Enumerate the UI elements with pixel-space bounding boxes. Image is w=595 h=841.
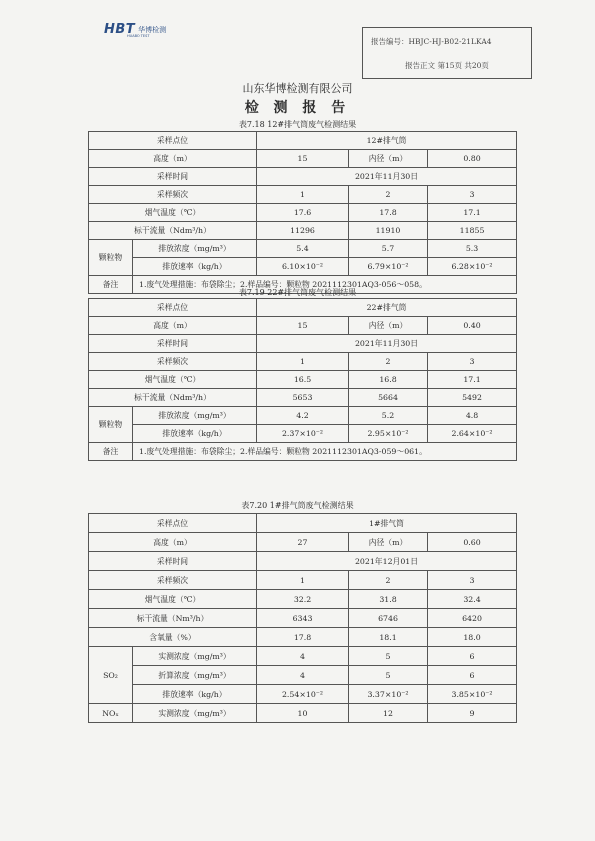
- table-cell: 5664: [349, 389, 428, 407]
- diameter-value: 0.40: [428, 317, 517, 335]
- table-row: [89, 514, 517, 533]
- table-cell: 6420: [428, 609, 517, 628]
- freq-label: 采样频次: [89, 186, 257, 204]
- table-cell: 17.8: [257, 628, 349, 647]
- so2-label: SO₂: [89, 647, 133, 704]
- company-name: 山东华博检测有限公司: [242, 82, 353, 95]
- table-cell: 6343: [257, 609, 349, 628]
- table-cell: 32.2: [257, 590, 349, 609]
- table-cell: 5.4: [257, 240, 349, 258]
- table-cell: 32.4: [428, 590, 517, 609]
- table-row: [89, 389, 517, 407]
- table-cell: 5653: [257, 389, 349, 407]
- page-info: 报告正文 第15页 共20页: [405, 61, 489, 70]
- table-cell: 4.2: [257, 407, 349, 425]
- table-row: [89, 317, 517, 335]
- table-cell: 2.64×10⁻²: [428, 425, 517, 443]
- table-row: [89, 704, 517, 723]
- flow-label: 标干流量（Ndm³/h）: [89, 222, 257, 240]
- table-row: [89, 299, 517, 317]
- nox-measured-label: 实测浓度（mg/m³）: [133, 704, 257, 723]
- table-row: [89, 533, 517, 552]
- table-cell: 18.1: [349, 628, 428, 647]
- time-value: 2021年11月30日: [257, 335, 517, 353]
- report-number: 报告编号：HBJC-HJ-B02-21LKA4: [371, 37, 492, 46]
- table-row: [89, 647, 517, 666]
- table2: [88, 298, 517, 461]
- table-cell: 6.28×10⁻²: [428, 258, 517, 276]
- logo-subtitle: HUABO TEST: [127, 34, 150, 38]
- height-label: 高度（m）: [89, 150, 257, 168]
- table-row: [89, 590, 517, 609]
- table-cell: 2.95×10⁻²: [349, 425, 428, 443]
- o2-label: 含氧量（%）: [89, 628, 257, 647]
- table-row: [89, 685, 517, 704]
- table-cell: 9: [428, 704, 517, 723]
- table1-caption: 表7.18 12#排气筒废气检测结果: [238, 120, 357, 129]
- rate-label: 排放速率（kg/h）: [133, 425, 257, 443]
- table-cell: 17.8: [349, 204, 428, 222]
- diameter-value: 0.60: [428, 533, 517, 552]
- table-row: [89, 552, 517, 571]
- table-cell: 3: [428, 571, 517, 590]
- table-row: [89, 353, 517, 371]
- time-value: 2021年11月30日: [257, 168, 517, 186]
- report-reference-box: [362, 27, 532, 79]
- table-row: [89, 222, 517, 240]
- table-cell: 2: [349, 353, 428, 371]
- table1: [88, 131, 517, 294]
- table-cell: 17.6: [257, 204, 349, 222]
- temp-label: 烟气温度（℃）: [89, 371, 257, 389]
- point-label: 采样点位: [89, 514, 257, 533]
- table-cell: 31.8: [349, 590, 428, 609]
- table-cell: 5: [349, 666, 428, 685]
- note-text: 1.废气处理措施：布袋除尘；2.样品编号：颗粒物 2021112301AQ3-059～061。: [133, 443, 517, 461]
- point-value: 12#排气筒: [257, 132, 517, 150]
- logo-mark: HBT: [104, 22, 136, 37]
- note-text: 1.废气处理措施：布袋除尘；2.样品编号：颗粒物 2021112301AQ3-056～058。: [133, 276, 517, 294]
- height-label: 高度（m）: [89, 317, 257, 335]
- table-row: [89, 168, 517, 186]
- point-value: 22#排气筒: [257, 299, 517, 317]
- table-cell: 6: [428, 666, 517, 685]
- table-row: [89, 425, 517, 443]
- table-cell: 3.37×10⁻²: [349, 685, 428, 704]
- table-cell: 6: [428, 647, 517, 666]
- time-label: 采样时间: [89, 168, 257, 186]
- pm-label: 颗粒物: [89, 240, 133, 276]
- table-cell: 12: [349, 704, 428, 723]
- height-value: 15: [257, 317, 349, 335]
- table-cell: 4.8: [428, 407, 517, 425]
- table-row: [89, 335, 517, 353]
- table-cell: 11296: [257, 222, 349, 240]
- so2-rate-label: 排放速率（kg/h）: [133, 685, 257, 704]
- table-cell: 2.54×10⁻²: [257, 685, 349, 704]
- time-label: 采样时间: [89, 552, 257, 571]
- table-cell: 5: [349, 647, 428, 666]
- flow-label: 标干流量（Nm³/h）: [89, 609, 257, 628]
- height-value: 15: [257, 150, 349, 168]
- table-cell: 5.3: [428, 240, 517, 258]
- diameter-value: 0.80: [428, 150, 517, 168]
- time-value: 2021年12月01日: [257, 552, 517, 571]
- table-cell: 10: [257, 704, 349, 723]
- so2-converted-label: 折算浓度（mg/m³）: [133, 666, 257, 685]
- table-row: [89, 666, 517, 685]
- point-label: 采样点位: [89, 299, 257, 317]
- note-label: 备注: [89, 443, 133, 461]
- flow-label: 标干流量（Ndm³/h）: [89, 389, 257, 407]
- table-row: [89, 628, 517, 647]
- height-label: 高度（m）: [89, 533, 257, 552]
- table-cell: 4: [257, 666, 349, 685]
- table-row: [89, 571, 517, 590]
- table3: [88, 513, 517, 723]
- conc-label: 排放浓度（mg/m³）: [133, 240, 257, 258]
- table-cell: 6.79×10⁻²: [349, 258, 428, 276]
- table-cell: 3: [428, 186, 517, 204]
- table-cell: 11855: [428, 222, 517, 240]
- document-title: 检 测 报 告: [244, 100, 351, 116]
- table-row: [89, 407, 517, 425]
- table-row: [89, 443, 517, 461]
- point-value: 1#排气筒: [257, 514, 517, 533]
- table-cell: 6746: [349, 609, 428, 628]
- freq-label: 采样频次: [89, 571, 257, 590]
- rate-label: 排放速率（kg/h）: [133, 258, 257, 276]
- temp-label: 烟气温度（℃）: [89, 590, 257, 609]
- logo-cn-text: 华博检测: [138, 25, 167, 34]
- table-cell: 5.2: [349, 407, 428, 425]
- table-cell: 17.1: [428, 371, 517, 389]
- table-cell: 2: [349, 186, 428, 204]
- table-cell: 2.37×10⁻²: [257, 425, 349, 443]
- table-cell: 5492: [428, 389, 517, 407]
- table-row: [89, 371, 517, 389]
- table2-caption: 表7.19 22#排气筒废气检测结果: [238, 288, 357, 297]
- table-row: [89, 204, 517, 222]
- table-cell: 4: [257, 647, 349, 666]
- table-row: [89, 240, 517, 258]
- table-cell: 3.85×10⁻²: [428, 685, 517, 704]
- table-row: [89, 609, 517, 628]
- table-cell: 6.10×10⁻²: [257, 258, 349, 276]
- table-cell: 16.8: [349, 371, 428, 389]
- table-row: [89, 186, 517, 204]
- conc-label: 排放浓度（mg/m³）: [133, 407, 257, 425]
- time-label: 采样时间: [89, 335, 257, 353]
- table-row: [89, 258, 517, 276]
- table-cell: 16.5: [257, 371, 349, 389]
- table-cell: 18.0: [428, 628, 517, 647]
- table-row: [89, 150, 517, 168]
- table-cell: 1: [257, 571, 349, 590]
- table-cell: 1: [257, 353, 349, 371]
- so2-measured-label: 实测浓度（mg/m³）: [133, 647, 257, 666]
- table-cell: 1: [257, 186, 349, 204]
- note-label: 备注: [89, 276, 133, 294]
- table-cell: 5.7: [349, 240, 428, 258]
- diameter-label: 内径（m）: [349, 150, 428, 168]
- table-cell: 17.1: [428, 204, 517, 222]
- temp-label: 烟气温度（℃）: [89, 204, 257, 222]
- table-cell: 11910: [349, 222, 428, 240]
- nox-label: NOₓ: [89, 704, 133, 723]
- pm-label: 颗粒物: [89, 407, 133, 443]
- table-cell: 2: [349, 571, 428, 590]
- table3-caption: 表7.20 1#排气筒废气检测结果: [241, 501, 354, 510]
- diameter-label: 内径（m）: [349, 317, 428, 335]
- diameter-label: 内径（m）: [349, 533, 428, 552]
- freq-label: 采样频次: [89, 353, 257, 371]
- table-row: [89, 132, 517, 150]
- height-value: 27: [257, 533, 349, 552]
- table-cell: 3: [428, 353, 517, 371]
- point-label: 采样点位: [89, 132, 257, 150]
